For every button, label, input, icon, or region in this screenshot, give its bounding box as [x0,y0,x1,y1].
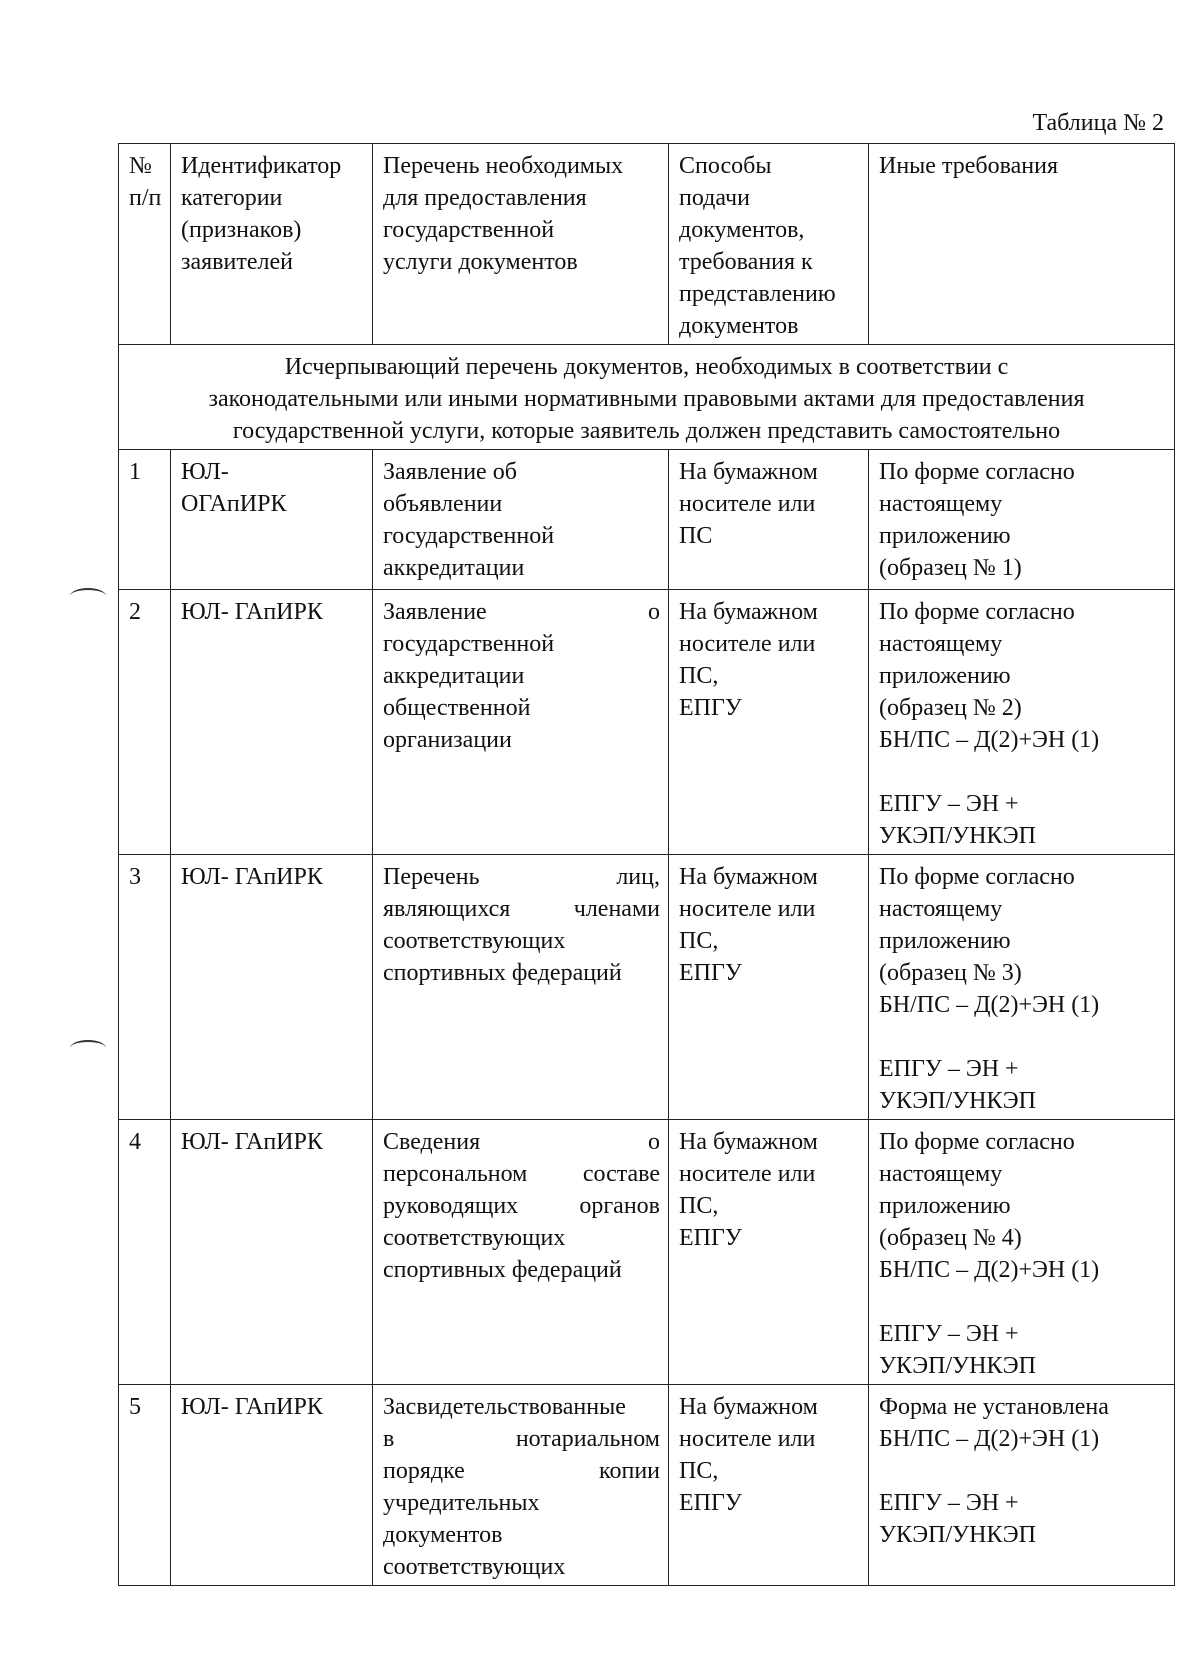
header-row [119,144,1175,345]
cell-text: ЕПГУ – ЭН + [879,1321,1019,1347]
cell-text: БН/ПС – Д(2)+ЭН (1) [879,1257,1100,1283]
cell-text: государственной [383,523,555,549]
cell-text: в нотариальном [383,1426,660,1452]
cell-text: объявлении [383,491,503,517]
row-number [119,450,171,590]
cell-text: (образец № 2) [879,695,1022,721]
cell-text: Иные требования [879,153,1058,179]
cell-text: спортивных федераций [383,960,622,986]
header-identifier [171,144,373,345]
cell-text: аккредитации [383,555,525,581]
document-name [373,450,669,590]
cell-text: категории [181,185,283,211]
cell-text: заявителей [181,249,293,275]
header-num [119,144,171,345]
cell-text: Заявление об [383,459,517,485]
submission-method [669,590,869,855]
table-row [119,855,1175,1120]
cell-text: услуги документов [383,249,578,275]
applicant-identifier [171,590,373,855]
cell-text: Засвидетельствованные [383,1394,626,1420]
cell-text: ЮЛ- ГАпИРК [181,1394,323,1420]
cell-text: БН/ПС – Д(2)+ЭН (1) [879,727,1100,753]
row-number [119,1120,171,1385]
cell-text: документов [383,1522,503,1548]
cell-text: приложению [879,523,1011,549]
document-name [373,1120,669,1385]
cell-text: государственной услуги, которые заявитель должен представить самостоятельно [232,418,1061,444]
cell-text: государственной [383,631,555,657]
other-requirements [869,855,1175,1120]
cell-text: БН/ПС – Д(2)+ЭН (1) [879,992,1100,1018]
cell-text: приложению [879,663,1011,689]
row-number [119,590,171,855]
cell-text: носителе или [679,491,816,517]
cell-text: По форме согласно [879,1129,1075,1155]
cell-text: ЮЛ- ГАпИРК [181,1129,323,1155]
cell-text: (образец № 1) [879,555,1022,581]
cell-text: руководящих органов [383,1193,660,1219]
cell-text: для предоставления [383,185,587,211]
cell-text: общественной [383,695,531,721]
applicant-identifier [171,1385,373,1586]
cell-text: (образец № 4) [879,1225,1022,1251]
document-name [373,590,669,855]
cell-text: ЕПГУ – ЭН + [879,791,1019,817]
cell-text: На бумажном [679,1394,818,1420]
cell-text: ПС [679,523,713,549]
cell-text: (признаков) [181,217,302,243]
blank-line [879,1021,1166,1053]
cell-text: настоящему [879,491,1003,517]
table-row [119,450,1175,590]
cell-text: носителе или [679,896,816,922]
cell-text: 1 [129,459,141,485]
cell-text: Способы [679,153,772,179]
applicant-identifier [171,855,373,1120]
cell-text: На бумажном [679,459,818,485]
row-number [119,855,171,1120]
cell-text: соответствующих [383,1225,566,1251]
cell-text: ЕПГУ [679,1225,742,1251]
submission-method [669,855,869,1120]
other-requirements [869,590,1175,855]
cell-text: На бумажном [679,1129,818,1155]
cell-text: ЕПГУ [679,960,742,986]
cell-text: 5 [129,1394,141,1420]
applicant-identifier [171,1120,373,1385]
requirements-table [118,143,1175,1586]
submission-method [669,1120,869,1385]
margin-mark [70,588,106,604]
cell-text: документов [679,313,799,339]
cell-text: подачи [679,185,750,211]
cell-text: Идентификатор [181,153,342,179]
applicant-identifier [171,450,373,590]
cell-text: ЕПГУ [679,695,742,721]
cell-text: государственной [383,217,555,243]
cell-text: БН/ПС – Д(2)+ЭН (1) [879,1426,1100,1452]
section-title [119,345,1175,450]
cell-text: УКЭП/УНКЭП [879,1088,1036,1114]
cell-text: настоящему [879,631,1003,657]
cell-text: приложению [879,928,1011,954]
cell-text: настоящему [879,1161,1003,1187]
cell-text: носителе или [679,631,816,657]
cell-text: ПС, [679,663,719,689]
other-requirements [869,1120,1175,1385]
submission-method [669,450,869,590]
table-row [119,1385,1175,1586]
blank-line [879,756,1166,788]
cell-text: аккредитации [383,663,525,689]
cell-text: ЕПГУ – ЭН + [879,1490,1019,1516]
submission-method [669,1385,869,1586]
cell-text: По форме согласно [879,459,1075,485]
document-name [373,855,669,1120]
cell-text: требования к [679,249,813,275]
cell-text: № [129,153,152,179]
header-documents [373,144,669,345]
document-name [373,1385,669,1586]
table-row [119,1120,1175,1385]
cell-text: законодательными или иными нормативными правовыми актами для предоставления [208,386,1085,412]
cell-text: приложению [879,1193,1011,1219]
cell-text: По форме согласно [879,864,1075,890]
cell-text: порядке копии [383,1458,660,1484]
cell-text: являющихся членами [383,896,660,922]
header-requirements [869,144,1175,345]
cell-text: носителе или [679,1161,816,1187]
cell-text: Сведения о [383,1129,660,1155]
cell-text: По форме согласно [879,599,1075,625]
cell-text: ЕПГУ – ЭН + [879,1056,1019,1082]
section-row [119,345,1175,450]
cell-text: УКЭП/УНКЭП [879,1522,1036,1548]
cell-text: персональном составе [383,1161,660,1187]
cell-text: Перечень необходимых [383,153,624,179]
cell-text: ЮЛ- [181,459,229,485]
cell-text: Заявление о [383,599,660,625]
cell-text: представлению [679,281,836,307]
cell-text: спортивных федераций [383,1257,622,1283]
cell-text: настоящему [879,896,1003,922]
other-requirements [869,450,1175,590]
cell-text: Форма не установлена [879,1394,1109,1420]
cell-text: На бумажном [679,864,818,890]
blank-line [879,1455,1166,1487]
cell-text: учредительных [383,1490,540,1516]
cell-text: ЮЛ- ГАпИРК [181,864,323,890]
blank-line [879,1286,1166,1318]
cell-text: ОГАпИРК [181,491,287,517]
cell-text: (образец № 3) [879,960,1022,986]
cell-text: Перечень лиц, [383,864,660,890]
cell-text: УКЭП/УНКЭП [879,823,1036,849]
table-row [119,590,1175,855]
other-requirements [869,1385,1175,1586]
margin-mark [70,1040,106,1056]
cell-text: соответствующих [383,928,566,954]
table-caption: Таблица № 2 [1032,110,1164,136]
cell-text: 4 [129,1129,141,1155]
cell-text: документов, [679,217,805,243]
header-methods [669,144,869,345]
cell-text: 2 [129,599,141,625]
cell-text: ПС, [679,1193,719,1219]
cell-text: УКЭП/УНКЭП [879,1353,1036,1379]
cell-text: ЮЛ- ГАпИРК [181,599,323,625]
cell-text: 3 [129,864,141,890]
cell-text: ЕПГУ [679,1490,742,1516]
row-number [119,1385,171,1586]
cell-text: п/п [129,185,162,211]
cell-text: соответствующих [383,1554,566,1580]
cell-text: ПС, [679,928,719,954]
cell-text: носителе или [679,1426,816,1452]
cell-text: ПС, [679,1458,719,1484]
cell-text: организации [383,727,512,753]
cell-text: Исчерпывающий перечень документов, необходимых в соответствии с [284,354,1009,380]
cell-text: На бумажном [679,599,818,625]
